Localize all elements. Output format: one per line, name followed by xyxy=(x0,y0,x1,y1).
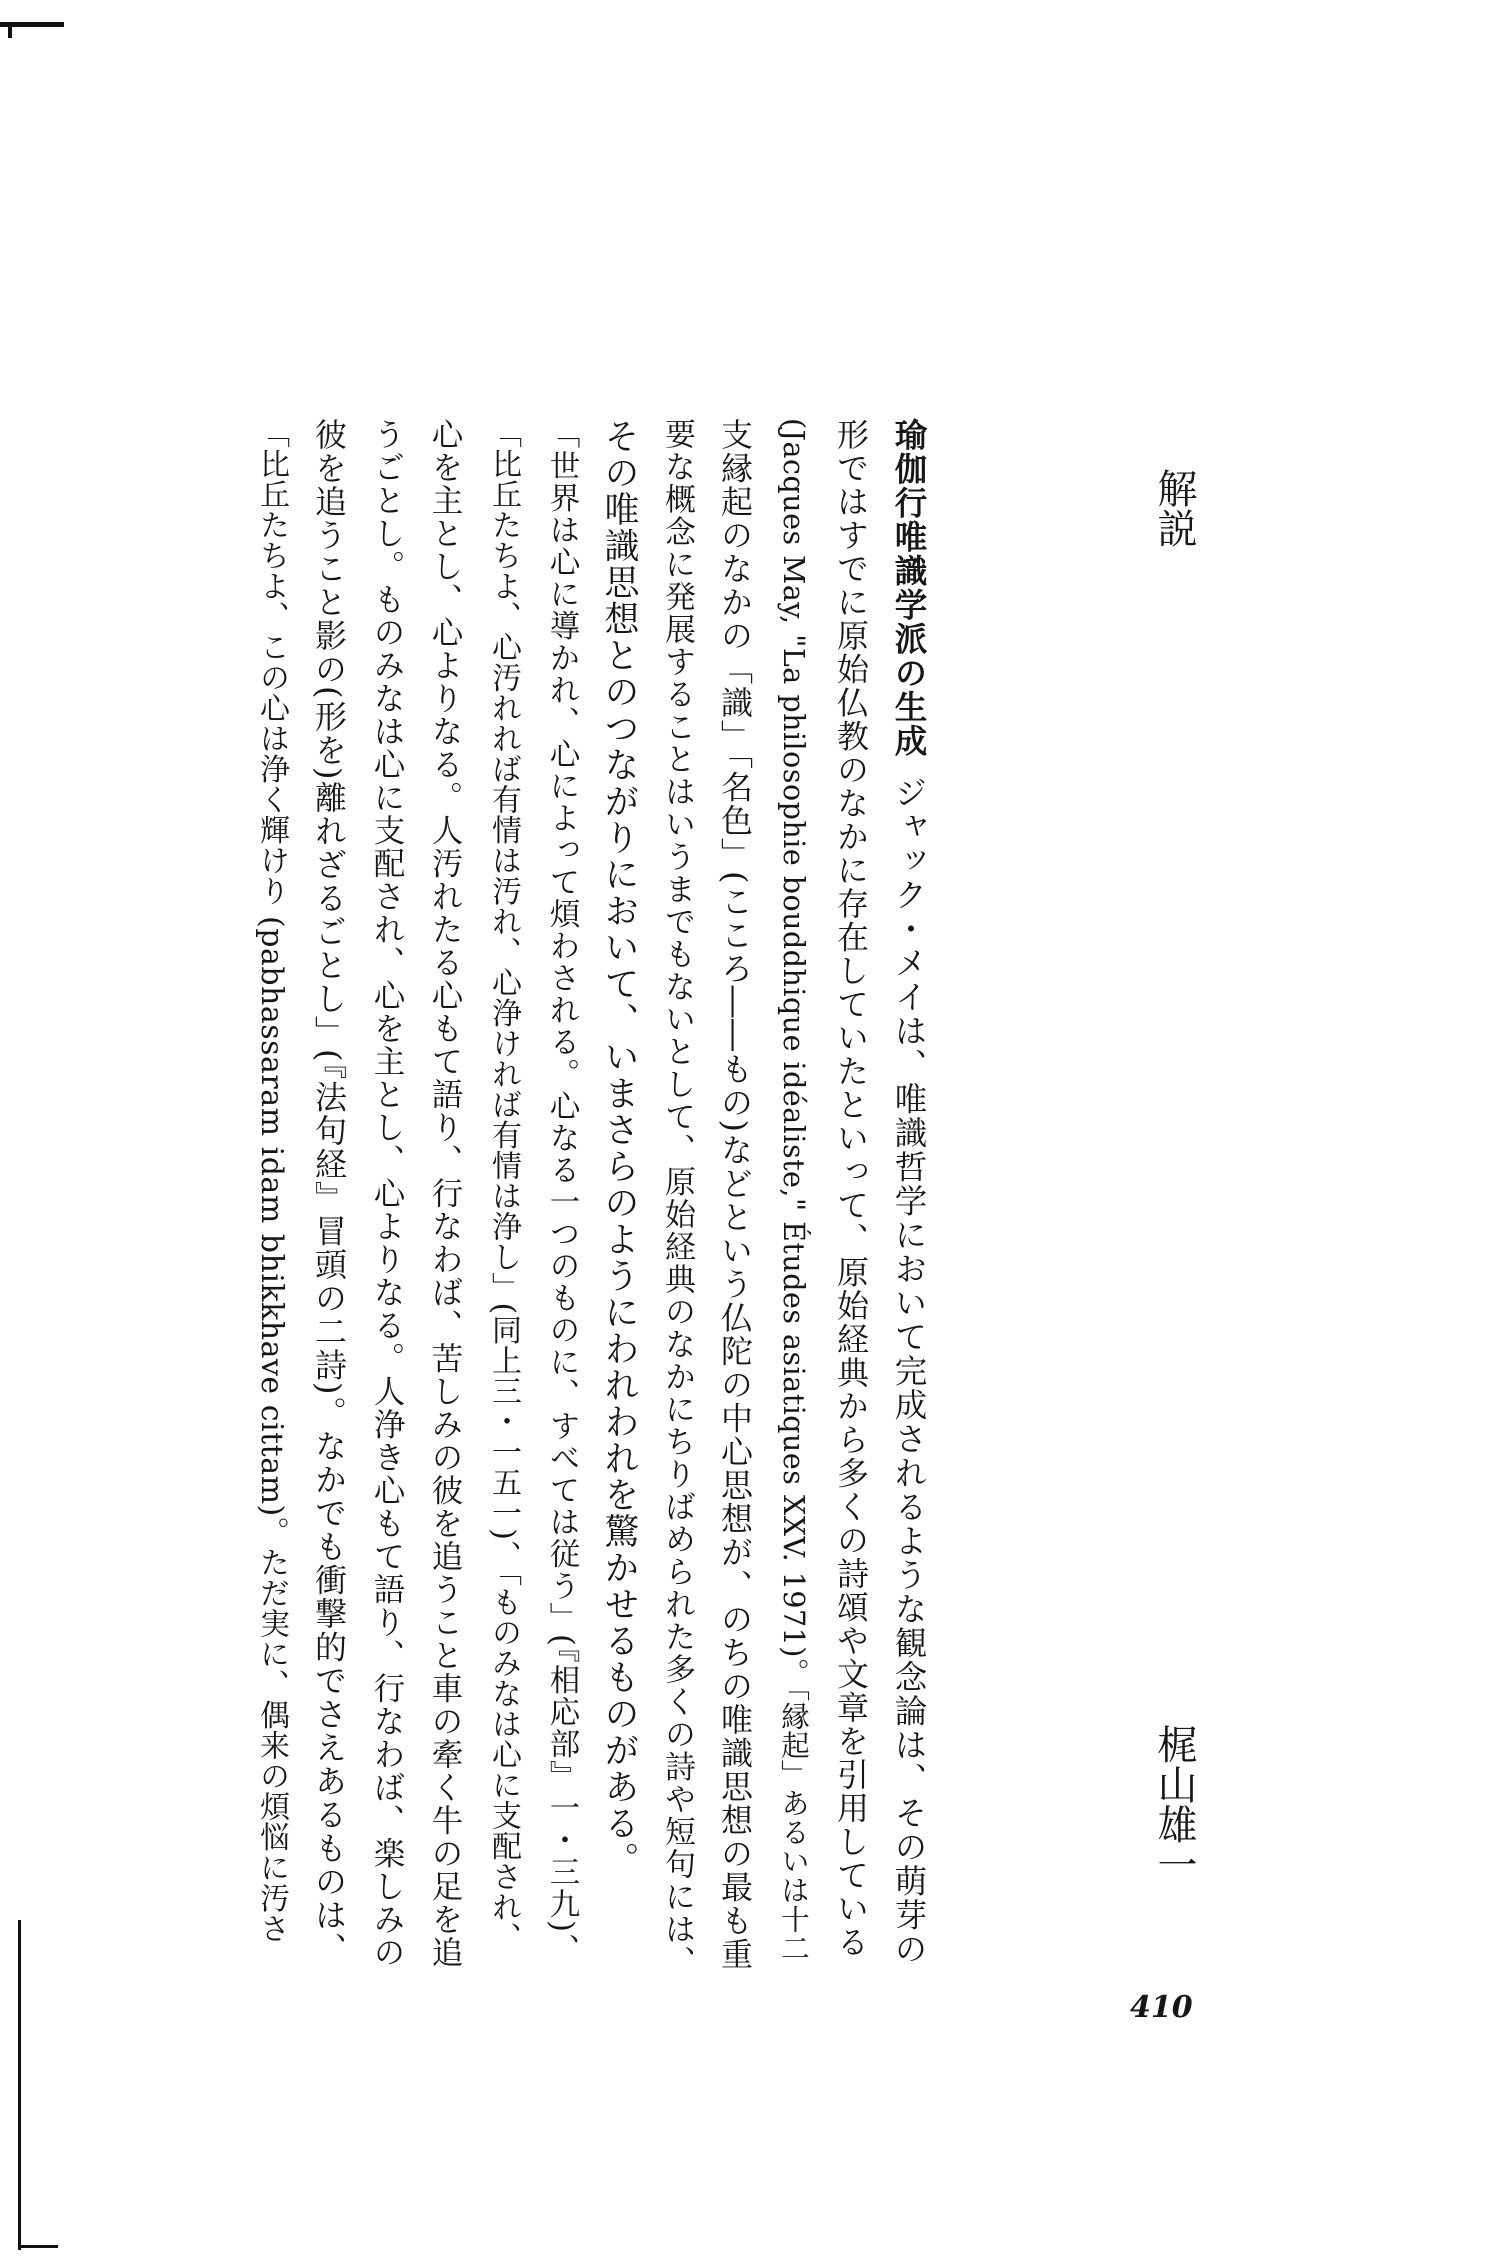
text-line: 支縁起のなかの「識」「名色」(こころ――もの)などという仏陀の中心思想が、のちの唯識思想の最も重 xyxy=(716,418,754,1971)
text-line: 「比丘たちよ、心汚れれば有情は汚れ、心浄ければ有情は浄し」(同上三・一五一)、「ものみなは心に支配され、 xyxy=(486,418,521,1953)
text-line xyxy=(886,418,932,1966)
binding-edge-foot xyxy=(18,2245,58,2248)
page-number: 410 xyxy=(1130,1990,1193,2025)
text-line: 「比丘たちよ、この心は浄く輝けり (pabhassaram idam bhikkhave cittam)。ただ実に、偶来の煩悩に汚さ xyxy=(254,418,289,1944)
text-line: 「世界は心に導かれ、心によって煩わされる。心なる一つのものに、すべては従う」(『相応部』一・三九)、 xyxy=(544,418,579,1966)
binding-edge xyxy=(18,1920,21,2250)
line-text: ジャック・メイは、唯識哲学において完成されるような観念論は、その萌芽の xyxy=(890,776,928,1966)
text-line: うごとし。ものみなは心に支配され、心を主とし、心よりなる。人浄き心もて語り、行なわば、楽しみの xyxy=(369,418,405,1969)
body-text xyxy=(232,418,932,1978)
corner-mark-tick xyxy=(8,22,12,38)
text-line: 要な概念に発展することはいうまでもないとして、原始経典のなかにちりばめられた多くの詩や短句には、 xyxy=(659,418,695,1978)
text-line: (Jacques May, "La philosophie bouddhique idéaliste," Études asiatiques XXV. 1971)。「縁起」あるいは十二 xyxy=(777,418,810,1963)
page-title: 解説 xyxy=(1151,468,1197,548)
text-line: 彼を追うこと影の(形を)離れざるごとし」(『法句経』冒頭の二詩)。なかでも衝撃的でさえあるものは、 xyxy=(310,418,348,1966)
text-line: 形ではすでに原始仏教のなかに存在していたといって、原始経典から多くの詩頌や文章を引用している xyxy=(832,418,870,1959)
text-line: 心を主とし、心よりなる。人汚れたる心もて語り、行なわば、苦しみの彼を追うこと車の牽く牛の足を追 xyxy=(427,418,463,1969)
section-heading: 瑜伽行唯識学派の生成 xyxy=(890,418,929,758)
author-name: 梶山雄一 xyxy=(1151,1724,1197,1884)
text-line: その唯識思想とのつながりにおいて、いまさらのようにわれわれを驚かせるものがある。 xyxy=(599,418,639,1878)
